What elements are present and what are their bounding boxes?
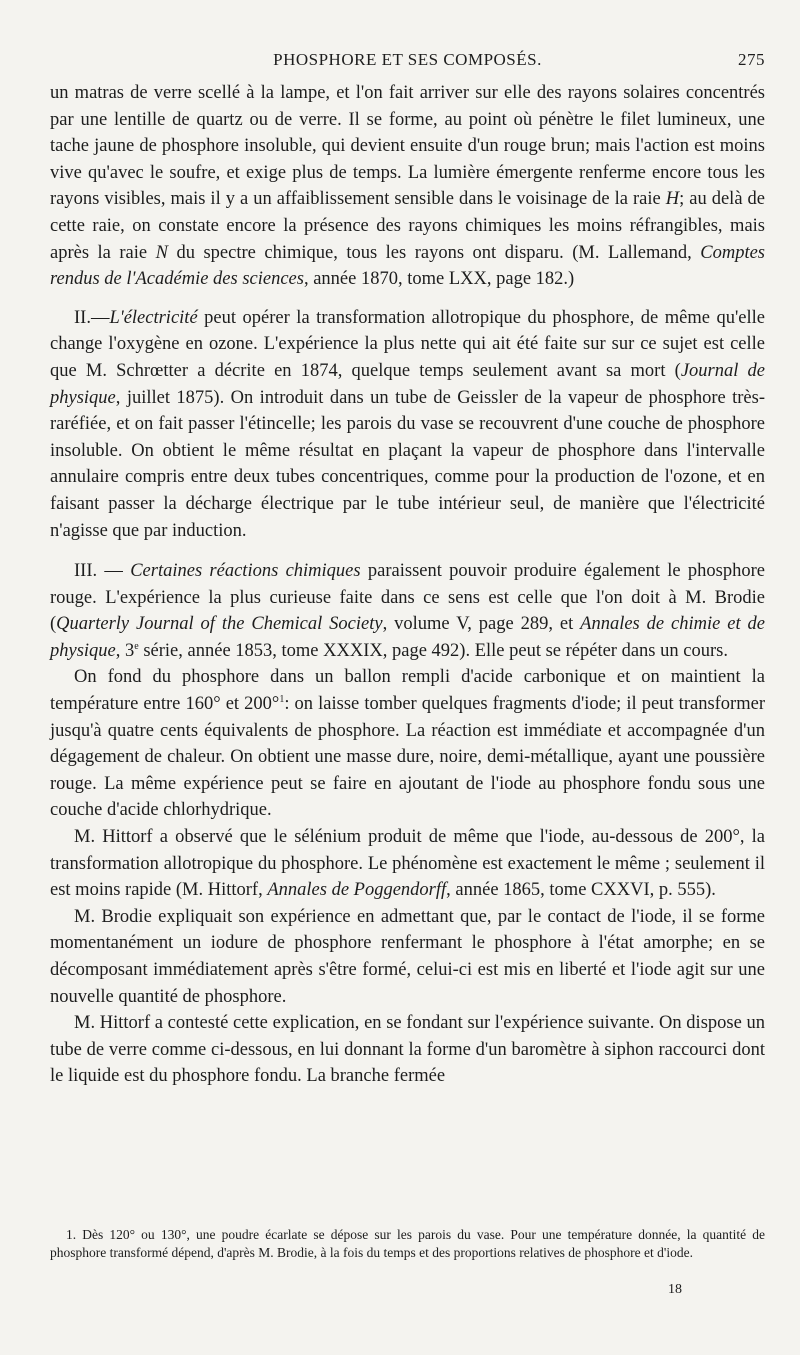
paragraph [50, 664, 765, 824]
reference-title: Quarterly Journal of the Chemical Society [56, 614, 383, 635]
paragraph [50, 824, 765, 904]
footnote [50, 1226, 765, 1262]
page-number: 275 [738, 50, 765, 69]
text-run: : on laisse tomber quelques fragments d'iode; il peut transformer jusqu'à quatre cents équivalents de phosphore. La réaction est immédiate et accompagnée d'un dégagement de chaleur. On obtient une masse dure, noire, demi-métallique, ayant une poussière rouge. La même expérience peut se faire en ajoutant de l'iode au phosphore fondu sous une couche d'acide chlorhydrique. [50, 694, 765, 821]
section-heading: Certaines réactions chimiques [130, 561, 361, 582]
spectral-line-h: H [665, 189, 680, 210]
reference-title: Annales de Poggendorff [267, 880, 447, 901]
section-number: II.— [74, 307, 110, 328]
text-run: , volume V, page 289, et [382, 614, 581, 635]
text-run: peut opérer la transformation allotropique du phosphore, de même qu'elle change l'oxygène en ozone. L'expérience la plus nette qui ait été faite sur sur ce sujet est celle que M. Schrœtter a décrite en 1874, quelque temps seulement avant sa mort ( [50, 307, 765, 381]
section-heading: L'électricité [109, 307, 198, 328]
signature-mark: 18 [668, 1282, 682, 1297]
text-run: , année 1865, tome CXXVI, p. 555). [446, 880, 716, 901]
reference-title: Annales de chimie et de physique [50, 614, 766, 661]
body-text [50, 80, 765, 1090]
running-title: PHOSPHORE ET SES COMPOSÉS. [273, 50, 542, 69]
text-run: , année 1870, tome LXX, page 182.) [303, 269, 575, 290]
running-header [50, 50, 765, 76]
spectral-line-n: N [155, 242, 168, 263]
section-ii-paragraph [50, 305, 765, 544]
section-iii-paragraph [50, 558, 765, 664]
text-run: série, année 1853, tome XXXIX, page 492). Elle peut se répéter dans un cours. [138, 640, 728, 661]
text-run: ; au delà de cette raie, on constate encore la présence des rayons chimiques les moins réfrangibles, mais après la raie [50, 189, 766, 263]
footnote-text [50, 1226, 765, 1262]
text-run: On fond du phosphore dans un ballon rempli d'acide carbonique et on maintient la température entre 160° et 200° [50, 667, 765, 715]
paragraph: M. Hittorf a contesté cette explication, en se fondant sur l'expérience suivante. On dispose un tube de verre comme ci-dessous, en lui donnant la forme d'un baromètre à siphon raccourci dont le liquide est du phosphore fondu. La branche fermée [50, 1013, 765, 1087]
reference-title: Comptes rendus de l'Académie des sciences [50, 242, 765, 290]
paragraph: M. Brodie expliquait son expérience en admettant que, par le contact de l'iode, il se forme momentanément un iodure de phosphore renfermant le phosphore à l'état amorphe; en se décomposant immédiatement après s'être formé, celui-ci est mis en liberté et l'iode agit sur une nouvelle quantité de phosphore. [50, 906, 765, 1007]
text-run: M. Hittorf a observé que le sélénium produit de même que l'iode, au-dessous de 200°, la transformation allotropique du phosphore. Le phénomène est exactement le même ; seulement il est moins rapide (M. Hittorf, [50, 827, 765, 901]
text-run: Dès 120° ou 130°, une poudre écarlate se dépose sur les parois du vase. Pour une température donnée, la quantité de phosphore transformé dépend, d'après M. Brodie, à la fois du temps et des proportions relatives de phosphore et d'iode. [50, 1227, 765, 1260]
text-run: , 3 [115, 640, 135, 661]
footnote-marker: 1. [66, 1227, 77, 1242]
paragraph-continued [50, 80, 765, 293]
section-number: III. — [74, 561, 131, 582]
reference-title: Journal de physique [50, 360, 765, 408]
text-run: , juillet 1875). On introduit dans un tube de Geissler de la vapeur de phosphore très-raréfiée, et on fait passer l'étincelle; les parois du vase se recouvrent d'une couche de phosphore insoluble. On obtient le même résultat en plaçant la vapeur de phosphore dans l'intervalle annulaire compris entre deux tubes concentriques, comme pour la production de l'ozone, et en faisant passer la décharge électrique par le tube intérieur seul, de manière que l'électricité n'agisse que par induction. [50, 387, 765, 541]
text-run: paraissent pouvoir produire également le phosphore rouge. L'expérience la plus curieuse faite dans ce sens est celle que l'on doit à M. Brodie ( [50, 561, 766, 635]
superscript: e [134, 640, 139, 652]
text-run: un matras de verre scellé à la lampe, et l'on fait arriver sur elle des rayons solaires concentrés par une lentille de quartz ou de verre. Il se forme, au point où pénètre le filet lumineux, une tache jaune de phosphore insoluble, qui devient ensuite d'un rouge brun; mais l'action est moins vive qu'avec le soufre, et exige plus de temps. La lumière émergente renferme encore tous les rayons visibles, mais il y a un affaiblissement sensible dans le voisinage de la raie [50, 83, 765, 210]
footnote-ref[interactable]: 1 [279, 693, 285, 705]
text-run: du spectre chimique, tous les rayons ont disparu. (M. Lallemand, [167, 242, 701, 263]
